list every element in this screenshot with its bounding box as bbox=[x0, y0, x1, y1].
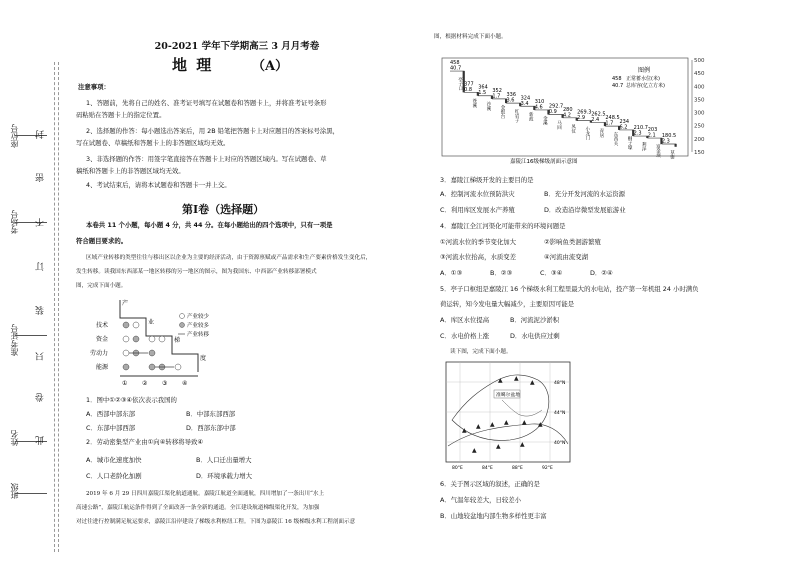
passage-line: 区域产业转移的类型往往与移出区以企业为主要的经济活动，由于资源禀赋或产品需求和生产要素价格发生变化后， bbox=[86, 255, 372, 261]
notice-line: 稿纸和答题卡上的非答题区域均无效。 bbox=[76, 167, 185, 175]
q4-item-1: ①河流水位的季节变化加大 bbox=[440, 238, 517, 246]
dam-level-label: 324 bbox=[520, 95, 531, 102]
legend-few: 产业较少 bbox=[187, 314, 210, 320]
label-mid: 业 bbox=[148, 319, 155, 326]
dam-capacity-label: 4.2 bbox=[563, 112, 571, 119]
passage-continuation: 图，根据材料完成下面小题。 bbox=[434, 34, 507, 40]
q2-option-b[interactable]: B．人口迁出量增大 bbox=[196, 456, 252, 464]
row-label-energy: 能源 bbox=[96, 364, 109, 371]
dam-name-label: 亭子口 bbox=[457, 77, 463, 91]
dam-level-label: 336 bbox=[506, 92, 517, 99]
seat-number-label: 座位号 bbox=[10, 124, 19, 148]
dam-capacity-label: 3.4 bbox=[520, 100, 529, 107]
q3-option-d[interactable]: D．改造沿岸微型发展旅游业 bbox=[544, 206, 626, 214]
q3-option-a[interactable]: A．控制河流水位预防洪灾 bbox=[440, 190, 515, 198]
dam-name-label: 苍溪 bbox=[471, 98, 477, 108]
legend-value-h: 458 bbox=[612, 76, 622, 82]
label-low: 梯 bbox=[174, 337, 181, 344]
q5-option-a[interactable]: A．库区水位提高 bbox=[440, 316, 490, 324]
dam-capacity-label: 0.8 bbox=[464, 86, 473, 93]
dam-level-label: 248.5 bbox=[605, 115, 620, 122]
q1-option-a[interactable]: A．西部中部东部 bbox=[86, 410, 136, 418]
dam-name-label: 马回 bbox=[556, 120, 562, 130]
q6-option-a[interactable]: A．气温年较差大，日较差小 bbox=[440, 496, 522, 504]
q3-option-b[interactable]: B．充分开发河流的水运资源 bbox=[544, 190, 626, 198]
lat-label: 48°N bbox=[554, 381, 566, 386]
dam-level-label: 310 bbox=[534, 98, 545, 105]
svg-text:▲: ▲ bbox=[476, 423, 481, 430]
binding-dashed-line bbox=[54, 62, 55, 552]
dam-name-label: 新政 bbox=[528, 112, 534, 122]
lat-label: 40°N bbox=[554, 441, 566, 446]
dam-level-label: 203 bbox=[647, 127, 658, 134]
q1-option-d[interactable]: D．西部东部中部 bbox=[186, 424, 236, 432]
dam-level-label: 180.5 bbox=[661, 132, 677, 139]
notice-line: 1、答题前，先将自己的姓名、准考证号填写在试题卷和答题卡上，并将准考证号条形 bbox=[86, 99, 327, 107]
dam-level-label: 262.5 bbox=[591, 111, 606, 118]
region-number: ① bbox=[122, 380, 128, 387]
binding-mark: 订 bbox=[36, 262, 46, 271]
y-tick-label: 500 bbox=[694, 58, 705, 64]
q5-option-b[interactable]: B．河流泥沙淤积 bbox=[510, 316, 560, 324]
dam-name-label: 小龙门 bbox=[584, 126, 590, 141]
region-number: ③ bbox=[162, 380, 168, 387]
legend-transfer: 产业转移 bbox=[187, 332, 210, 338]
binding-mark: 不 bbox=[36, 218, 46, 227]
passage2-line: 对过往进行控制满足航运要求，嘉陵江沿岸建设了梯级水利枢纽工程。下图为嘉陵江 16 级梯级水利工程剖面示意 bbox=[76, 519, 356, 525]
svg-text:▲: ▲ bbox=[490, 421, 495, 428]
passage2-line: 2019 年 6 月 29 日四川嘉陵江渠化航道通航。嘉陵江航道全面通航，四川增加了一条出川“水上 bbox=[86, 491, 325, 497]
subject-title: 地 理 bbox=[172, 56, 214, 74]
exam-room-label: 考场号 bbox=[10, 210, 19, 234]
notice-line: 3、非选择题的作答：用签字笔直接答在答题卡上对应的答题区域内。写在试题卷、草 bbox=[86, 155, 327, 163]
svg-text:▲: ▲ bbox=[514, 375, 519, 382]
passage-line: 图，完成下面小题。 bbox=[76, 283, 127, 289]
q4-item-3: ③河流水位抬高，水质变差 bbox=[440, 253, 517, 261]
dam-capacity-label: 2.9 bbox=[577, 115, 586, 122]
notice-line: 码粘贴在答题卡上的指定位置。 bbox=[76, 111, 166, 119]
lon-label: 84°E bbox=[482, 466, 493, 471]
dam-level-label: 234 bbox=[619, 118, 630, 125]
legend bbox=[612, 66, 665, 89]
lat-label: 44°N bbox=[554, 411, 566, 416]
q4-item-4: ④河流由流变湖 bbox=[544, 253, 589, 261]
dam-level-label: 280 bbox=[563, 106, 573, 113]
dam-capacity-label: 1.5 bbox=[478, 90, 487, 97]
dam-wall bbox=[675, 144, 677, 147]
q2-stem: 2．劳动密集型产业由①向④转移将导致④ bbox=[86, 438, 204, 446]
binding-mark: 密 bbox=[36, 173, 46, 182]
dam-capacity-label: 3.6 bbox=[506, 97, 515, 104]
dam-level-label: 364 bbox=[478, 84, 488, 91]
binding-dashed-line bbox=[58, 62, 59, 552]
q3-stem: 3．嘉陵江梯级开发的主要目的是 bbox=[440, 176, 534, 184]
q5-option-d[interactable]: D．水电供应过剩 bbox=[510, 332, 560, 340]
dam-name-label: 青居 bbox=[598, 128, 604, 138]
q4-stem: 4．嘉陵江全江河渠化可能带来的环境问题是 bbox=[440, 222, 566, 230]
basin-label: 准噶尔盆地 bbox=[496, 393, 520, 398]
row-label-labor: 劳动力 bbox=[90, 350, 109, 357]
notice-line: 2、选择题的作答：每小题选出答案后，用 2B 铅笔把答题卡上对应题目的答案标号涂黑， bbox=[86, 127, 340, 135]
dam-level-label: 352 bbox=[492, 87, 502, 94]
exam-title: 20-2021 学年下学期高三 3 月月考卷 bbox=[154, 41, 320, 52]
lon-label: 80°E bbox=[452, 466, 463, 471]
binding-mark: 卷 bbox=[36, 393, 46, 402]
notice-line: 4、考试结束后，请将本试题卷和答题卡一并上交。 bbox=[86, 181, 231, 189]
industry-transfer-figure bbox=[76, 296, 266, 388]
svg-text:▲: ▲ bbox=[498, 377, 503, 384]
dam-capacity-label: 0.9 bbox=[548, 108, 557, 115]
lon-label: 88°E bbox=[512, 466, 523, 471]
notice-title: 注意事项： bbox=[78, 83, 110, 91]
name-label: 姓名 bbox=[10, 430, 19, 446]
row-label-tech: 技术 bbox=[96, 322, 109, 329]
jialing-cascade-figure bbox=[440, 56, 708, 166]
svg-text:▲: ▲ bbox=[504, 419, 509, 426]
binding-mark: 只 bbox=[36, 352, 46, 361]
label-top: 产 bbox=[122, 300, 129, 307]
legend-title: 图例 bbox=[638, 67, 651, 74]
y-tick-label: 450 bbox=[694, 71, 705, 78]
legend-capacity: 总库容(亿立方米) bbox=[626, 83, 665, 89]
dam-capacity-label: 6.2 bbox=[619, 124, 628, 131]
passage2-line: 高速公路”，嘉陵江航运条件得到了全面改善一条全新的通道。全江建设航道梯级渠化开发，为加强 bbox=[76, 505, 320, 511]
figure-caption: 嘉陵江16级梯级剖面示意图 bbox=[510, 159, 578, 165]
lon-label: 92°E bbox=[542, 466, 553, 471]
legend-normal-level: 正常蓄水位(米) bbox=[626, 76, 660, 82]
dam-name-label: 东西关 bbox=[613, 132, 618, 146]
y-tick-label: 400 bbox=[694, 84, 705, 91]
svg-text:▲: ▲ bbox=[472, 447, 477, 454]
exam-number-underline bbox=[15, 335, 47, 336]
dam-capacity-label: 1.7 bbox=[492, 93, 501, 100]
dam-name-label: 富金坝 bbox=[655, 144, 661, 158]
dam-capacity-label: 40.7 bbox=[450, 65, 462, 72]
y-tick-label: 300 bbox=[694, 110, 705, 117]
binding-mark: 装 bbox=[36, 306, 46, 315]
dam-level-label: 269.3 bbox=[577, 109, 592, 116]
svg-text:▲: ▲ bbox=[520, 441, 525, 448]
q4-item-2: ②影响鱼类洄游繁殖 bbox=[544, 238, 601, 246]
legend-value-c: 40.7 bbox=[612, 83, 624, 89]
q4-option-b[interactable]: B．②③ bbox=[490, 269, 513, 277]
dam-name-label: 桐子壕 bbox=[627, 135, 633, 150]
q4-option-d[interactable]: D．②④ bbox=[590, 269, 613, 277]
binding-mark: 此 bbox=[36, 436, 46, 445]
dam-level-label: 292.7 bbox=[548, 103, 564, 110]
q4-option-a[interactable]: A．①③ bbox=[440, 269, 463, 277]
dam-name-label: 草街 bbox=[669, 149, 675, 159]
section-instruction: 符合题目要求的。 bbox=[76, 237, 128, 245]
y-tick-label: 150 bbox=[694, 150, 705, 156]
q1-option-c[interactable]: C．东部中部西部 bbox=[86, 424, 136, 432]
dam-capacity-label: 4.6 bbox=[534, 104, 543, 111]
q6-stem: 6．关于图示区域的叙述，正确的是 bbox=[440, 480, 540, 488]
q5-stem-continued: 荷运转，知今发电量大幅减少，主要原因可能是 bbox=[440, 300, 575, 308]
dam-name-label: 凤仪 bbox=[570, 123, 576, 133]
y-tick-label: 350 bbox=[694, 97, 705, 104]
class-label: 班级 bbox=[10, 483, 19, 499]
dam-level-label: 210.7 bbox=[633, 125, 648, 132]
region-map bbox=[442, 360, 578, 472]
class-underline bbox=[15, 493, 47, 494]
section-instruction: 本卷共 11 个小题，每小题 4 分，共 44 分。在每小题给出的四个选项中，只有一项是 bbox=[86, 221, 333, 229]
svg-text:▲: ▲ bbox=[496, 443, 501, 450]
q1-option-b[interactable]: B．中部东部西部 bbox=[186, 410, 236, 418]
q5-option-c[interactable]: C．水电价格上涨 bbox=[440, 332, 490, 340]
dam-capacity-label: 2.3 bbox=[633, 130, 642, 137]
dam-capacity-label: 2.4 bbox=[591, 116, 600, 123]
y-tick-label: 200 bbox=[694, 136, 705, 143]
dam-capacity-label: 2.3 bbox=[661, 138, 670, 145]
q4-option-c[interactable]: C．③④ bbox=[540, 269, 563, 277]
svg-text:▲: ▲ bbox=[522, 419, 527, 426]
passage-line: 发生转移。读我国东西部某一地区转移的另一地区的图示，图为我国东、中西部产业转移部署模式 bbox=[76, 269, 317, 275]
q6-option-b[interactable]: B．山地较盆地内部生物多样性更丰富 bbox=[440, 512, 547, 520]
y-tick-label: 250 bbox=[694, 123, 705, 130]
section-title: 第Ⅰ卷（选择题） bbox=[182, 203, 265, 216]
dam-name-label: 沙溪 bbox=[485, 101, 491, 111]
map-intro: 读下图，完成下面小题。 bbox=[450, 349, 512, 355]
dam-name-label: 金溪 bbox=[542, 115, 548, 125]
dam-capacity-label: 1.7 bbox=[605, 120, 614, 127]
region-number: ④ bbox=[182, 380, 188, 387]
legend-many: 产业较多 bbox=[187, 323, 210, 329]
q2-option-c[interactable]: C．人口老龄化加剧 bbox=[86, 472, 142, 480]
q3-option-c[interactable]: C．利用库区发展水产养殖 bbox=[440, 206, 515, 214]
q5-stem: 5．亭子口枢纽是嘉陵江 16 个梯级水利工程里最大的水电站，投产第一年机组 24 小时满负 bbox=[440, 285, 699, 293]
svg-text:▲: ▲ bbox=[538, 421, 543, 428]
q2-option-a[interactable]: A．城市化速度加快 bbox=[86, 456, 142, 464]
notice-line: 写在试题卷、草稿纸和答题卡上的非答题区域均无效。 bbox=[76, 139, 230, 147]
dam-capacity-label: 2.1 bbox=[647, 132, 656, 139]
version-label: （A） bbox=[252, 59, 289, 74]
dam-name-label: 红岩子 bbox=[514, 109, 520, 123]
dam-name-label: 利泽 bbox=[641, 142, 647, 152]
dam-name-label: 金银台 bbox=[500, 104, 505, 119]
dam-level-label: 377 bbox=[464, 81, 474, 88]
label-bot: 度 bbox=[200, 355, 207, 362]
binding-mark: 封 bbox=[36, 130, 46, 139]
svg-text:▲: ▲ bbox=[530, 379, 535, 386]
q1-stem: 1．图中①②③④依次表示我国的 bbox=[86, 396, 177, 404]
svg-text:▲: ▲ bbox=[462, 427, 467, 434]
dam-level-label: 458 bbox=[450, 60, 460, 67]
row-label-capital: 资金 bbox=[96, 336, 109, 343]
region-number: ② bbox=[142, 380, 148, 387]
exam-number-label: 准考证号 bbox=[10, 324, 19, 356]
q2-option-d[interactable]: D．环境承载力增大 bbox=[196, 472, 253, 480]
